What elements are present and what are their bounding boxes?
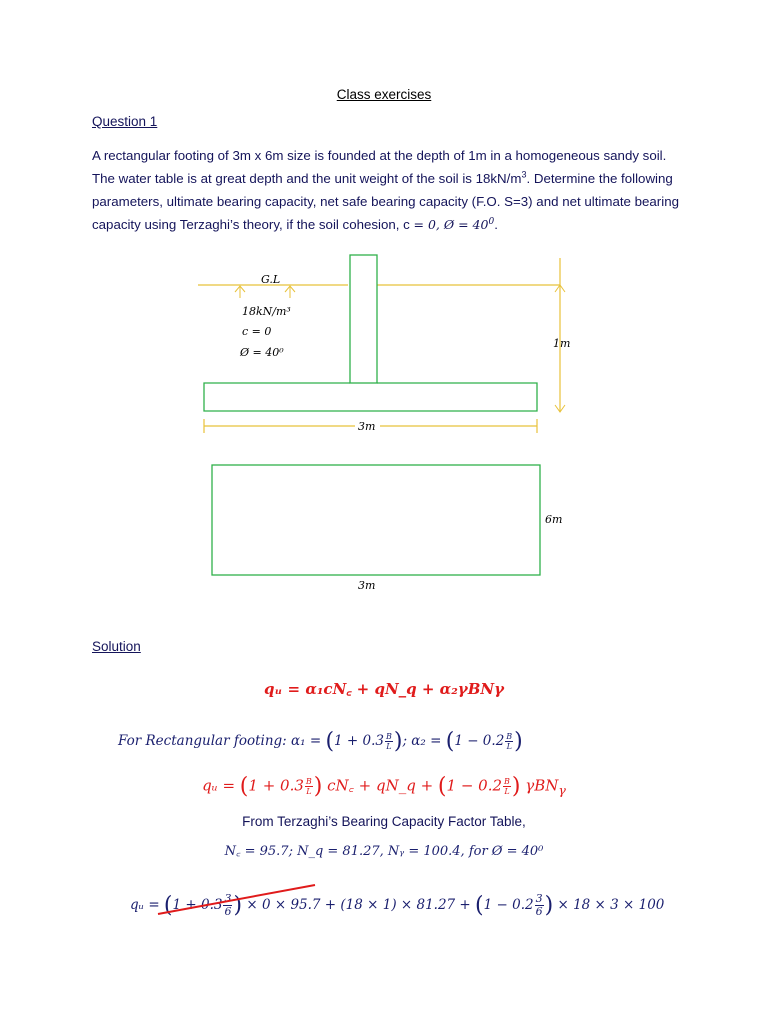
- qu-expanded-equation: qᵤ = (1 + 0.3 $\frac{B}{L}$ ) cN꜀ + qN_q + (1 − 0.2 $\frac{B}{L}$ ) γBN$_\gamma$: [202, 774, 566, 799]
- qu-tail: γBN: [520, 776, 559, 795]
- math-tail-text: = 0, Ø = 40: [413, 217, 489, 232]
- sub-mid: × 0 × 95.7 + (18 × 1) × 81.27 +: [242, 897, 476, 913]
- phi-label: Ø = 40⁰: [240, 346, 284, 359]
- strike-through-mark: [150, 880, 330, 920]
- qu-alpha1-text: 1 + 0.3: [248, 776, 304, 795]
- section-width-label: 3m: [358, 420, 376, 433]
- solution-heading: Solution: [92, 639, 141, 654]
- substitution-equation: qᵤ = (1 + 0.3 $\frac{3}{6}$ ) × 0 × 95.7 + (18 × 1) × 81.27 + (1 − 0.2 $\frac{3}{6}$ ) × 18 × 3 × 100: [130, 892, 665, 918]
- page-title: Class exercises: [336, 87, 432, 102]
- qu-mid: cN꜀ + qN_q +: [322, 776, 438, 795]
- question-text-2: . Determine the following parameters, ultimate bearing capacity, net safe bearing capacity (F.O. S=3) and net ultimate bearing capacity using Terzaghi’s theory, if the soil cohesion, c: [92, 171, 679, 232]
- qu-tail-sub: γ: [558, 782, 566, 798]
- footing-base: [204, 383, 537, 411]
- from-table-text: From Terzaghi’s Bearing Capacity Factor Table,: [242, 814, 526, 829]
- sub-fraction-2: $\frac{3}{6}$: [535, 892, 543, 918]
- qu-b-over-l-1: $\frac{B}{L}$: [305, 777, 312, 796]
- depth-label: 1m: [553, 337, 571, 350]
- footing-column: [350, 255, 377, 383]
- b-over-l-fraction-2: $\frac{B}{L}$: [506, 732, 513, 751]
- sub-lead: qᵤ =: [130, 897, 164, 913]
- qu-lead: qᵤ =: [202, 776, 240, 795]
- question-text-1: A rectangular footing of 3m x 6m size is founded at the depth of 1m in a homogeneous sandy soil. The water table is at great depth and the unit weight of the soil is 18kN/m: [92, 148, 667, 186]
- qu-b-over-l-2: $\frac{B}{L}$: [504, 777, 510, 796]
- rectangular-factors-equation: For Rectangular footing: α₁ = (1 + 0.3 $\frac{B}{L}$ ); α₂ = (1 − 0.2 $\frac{B}{L}$ ): [118, 729, 523, 754]
- sub-fraction-1: $\frac{3}{6}$: [224, 892, 232, 918]
- b-over-l-fraction: $\frac{B}{L}$: [385, 732, 392, 751]
- gl-arrow-2: [285, 286, 295, 298]
- sub-alpha2-text: 1 − 0.2: [483, 897, 534, 913]
- plan-rectangle: [212, 465, 540, 575]
- plan-length-label: 6m: [545, 513, 563, 526]
- bearing-factors: N꜀ = 95.7; N_q = 81.27, Nᵧ = 100.4, for Ø = 40⁰: [224, 844, 544, 859]
- gl-label: G.L: [261, 273, 281, 286]
- rect-prefix: For Rectangular footing: α₁ =: [118, 733, 326, 749]
- footing-diagram: [0, 240, 768, 600]
- alpha-separator: ; α₂ =: [402, 733, 446, 749]
- gl-arrow-1: [235, 286, 245, 298]
- sub-alpha1-text: 1 + 0.3: [172, 897, 223, 913]
- unit-weight-label: 18kN/m³: [242, 305, 291, 318]
- qu-general-equation: qᵤ = α₁cN꜀ + qN_q + α₂γBNγ: [264, 680, 504, 698]
- question-sup-3: 3: [521, 169, 527, 180]
- strike-line: [158, 885, 315, 914]
- cohesion-label: c = 0: [242, 325, 272, 338]
- alpha1-text: 1 + 0.3: [334, 733, 384, 749]
- qu-alpha2-text: 1 − 0.2: [446, 776, 503, 795]
- question-heading: Question 1: [92, 114, 158, 129]
- question-paragraph: [92, 144, 692, 236]
- sub-tail: × 18 × 3 × 100: [553, 897, 665, 913]
- alpha2-text: 1 − 0.2: [454, 733, 505, 749]
- plan-width-label: 3m: [358, 579, 376, 592]
- question-math-tail: [414, 217, 495, 232]
- math-tail-sup: 0: [488, 216, 495, 227]
- question-end: .: [494, 217, 498, 232]
